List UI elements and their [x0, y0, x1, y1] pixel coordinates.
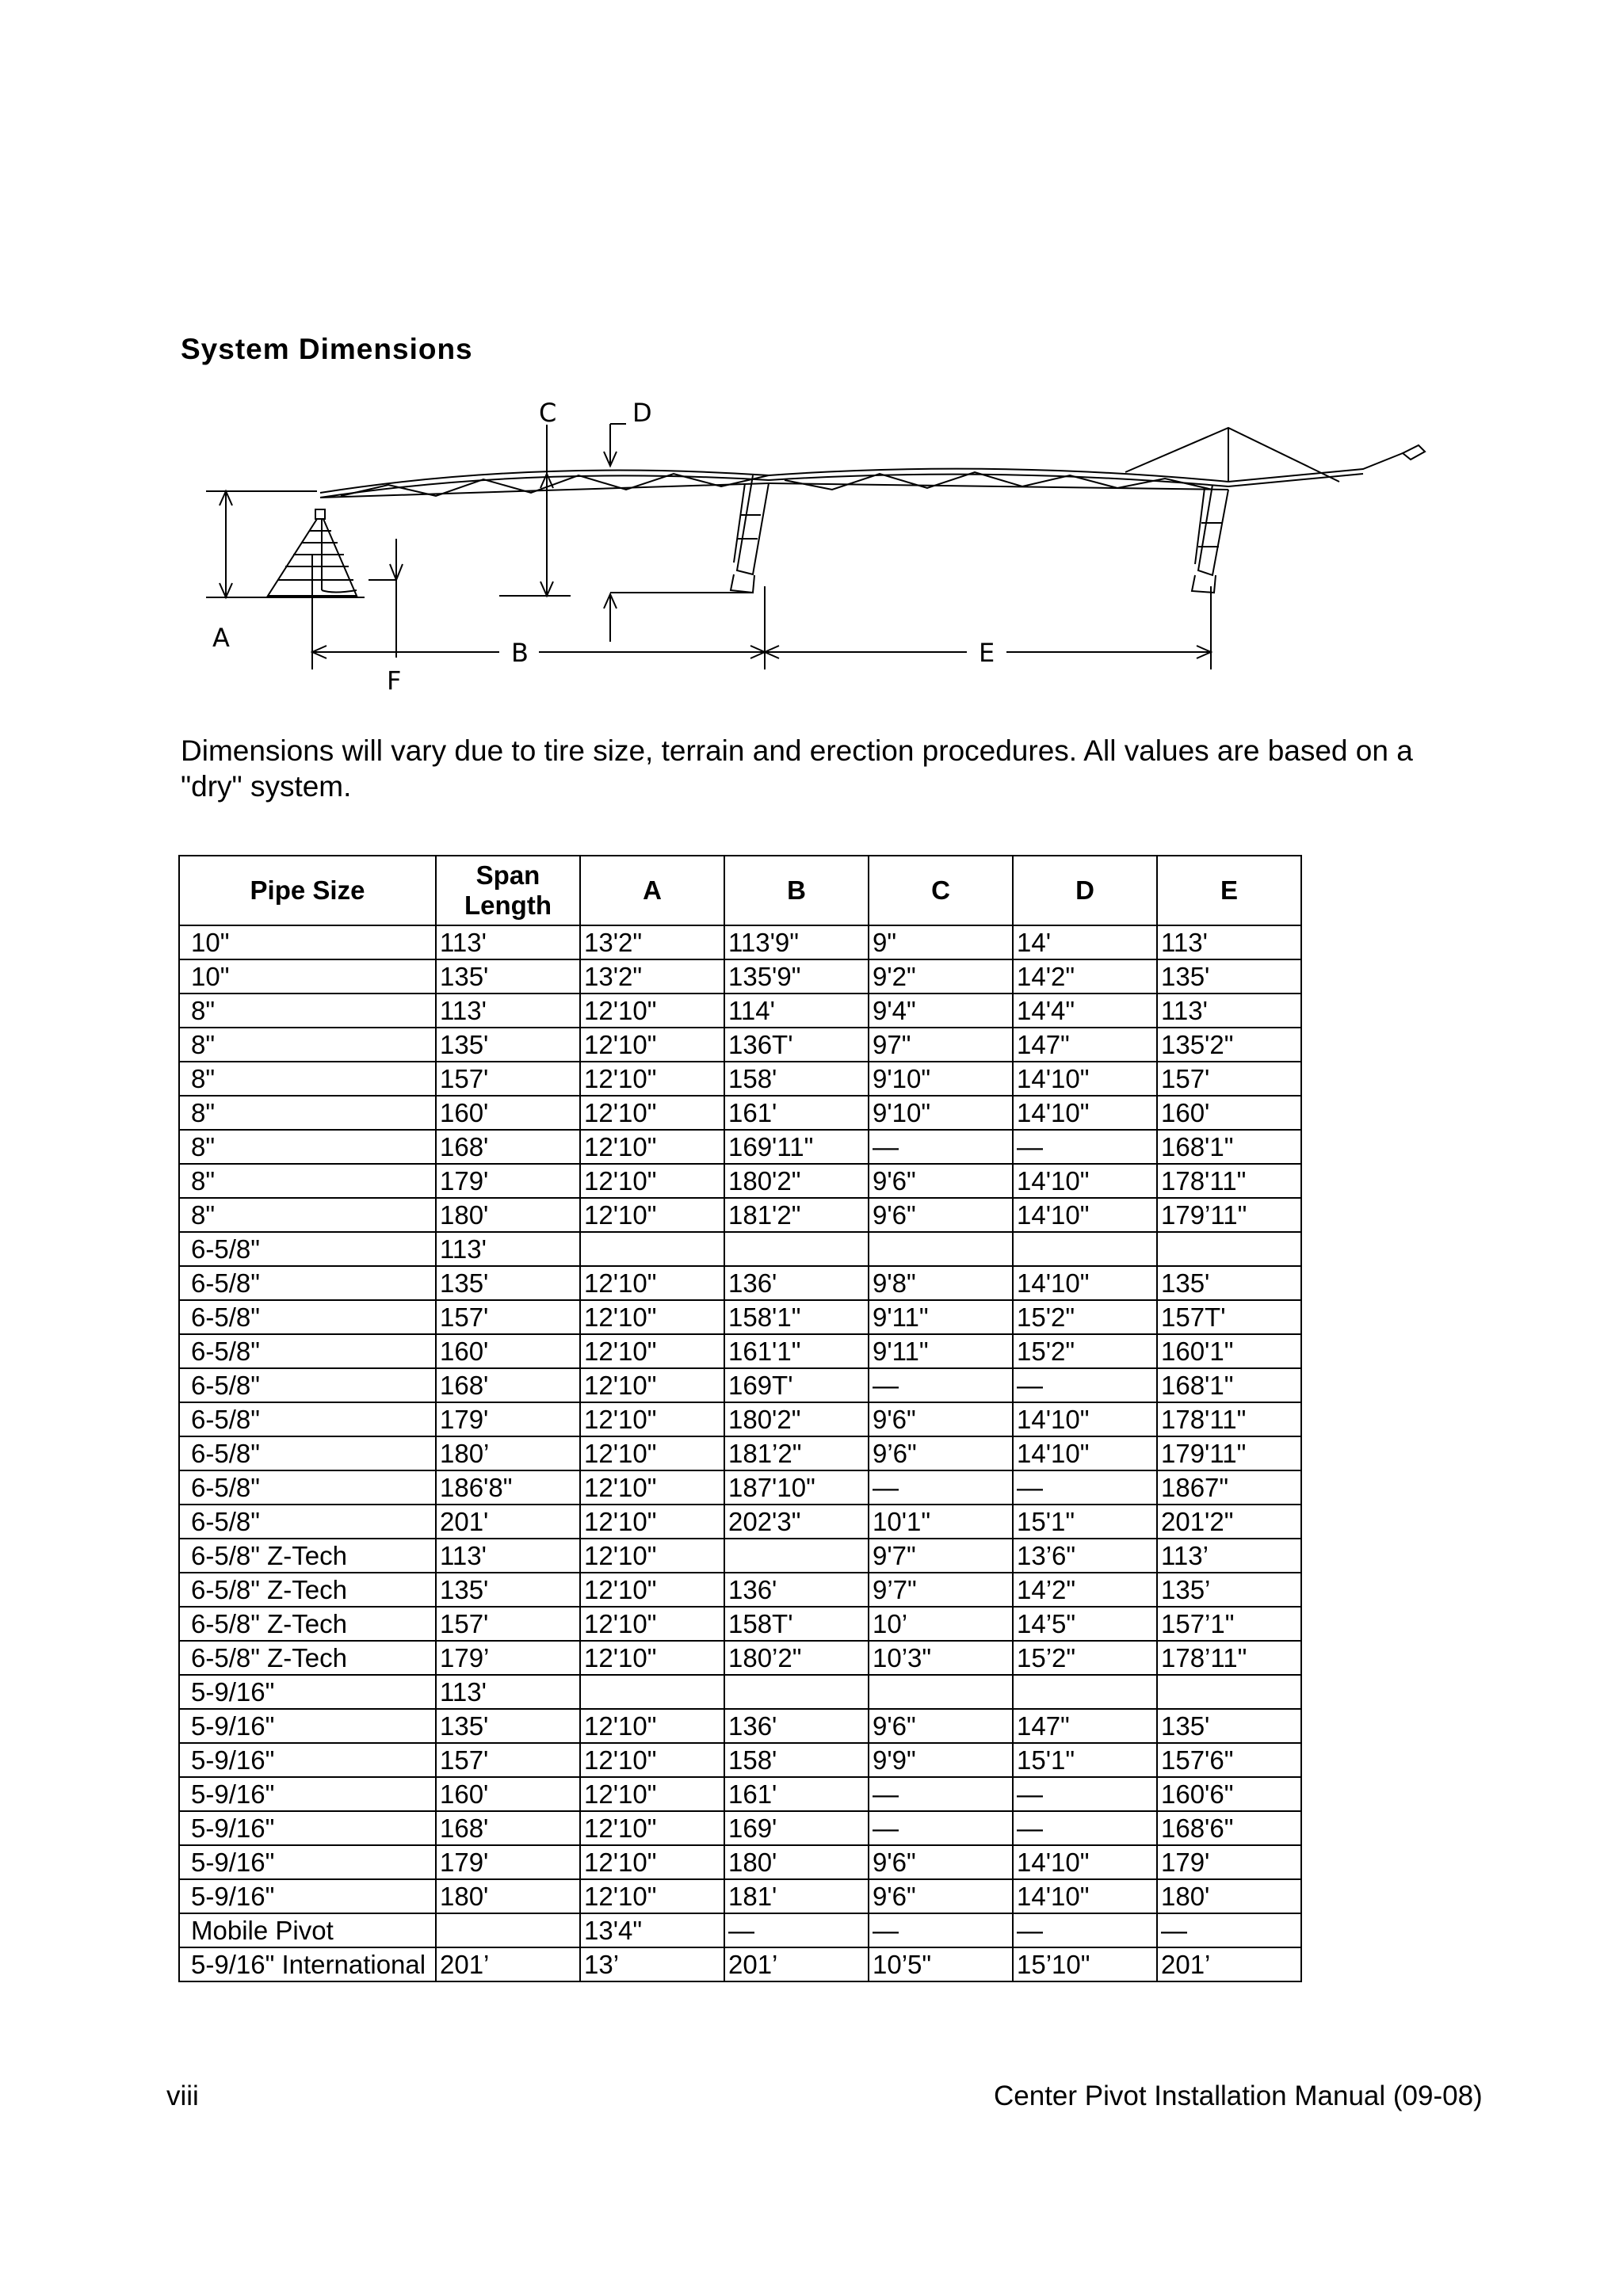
cell-a: 12'10": [580, 1368, 724, 1402]
table-row: [179, 1845, 1301, 1879]
cell-e: 113': [1157, 994, 1301, 1028]
cell-b: [724, 1675, 869, 1709]
cell-d: 15'1": [1013, 1505, 1157, 1539]
cell-a: 12'10": [580, 1879, 724, 1913]
cell-b: 180': [724, 1845, 869, 1879]
cell-e: 178’11": [1157, 1641, 1301, 1675]
cell-b: 180’2": [724, 1641, 869, 1675]
label-e: E: [979, 638, 995, 668]
cell-c: 97": [869, 1028, 1013, 1062]
table-row: [179, 1573, 1301, 1607]
cell-pipe-size: 5-9/16" International: [179, 1947, 436, 1981]
cell-b: 114': [724, 994, 869, 1028]
cell-a: 12'10": [580, 1402, 724, 1436]
cell-c: —: [869, 1470, 1013, 1505]
table-row: [179, 1675, 1301, 1709]
cell-c: 10’: [869, 1607, 1013, 1641]
cell-e: 201’: [1157, 1947, 1301, 1981]
section-title: System Dimensions: [181, 333, 473, 365]
cell-a: 13'2": [580, 959, 724, 994]
table-row: [179, 1743, 1301, 1777]
header-pipe-size: Pipe Size: [179, 856, 436, 925]
pivot-tower-drawing: [268, 428, 1425, 596]
cell-pipe-size: 8": [179, 1062, 436, 1096]
cell-e: 135': [1157, 1709, 1301, 1743]
cell-b: 169T': [724, 1368, 869, 1402]
label-a: A: [212, 623, 230, 653]
cell-pipe-size: 8": [179, 1028, 436, 1062]
cell-span-length: 135': [436, 1573, 580, 1607]
cell-c: 9'9": [869, 1743, 1013, 1777]
cell-c: 10'1": [869, 1505, 1013, 1539]
cell-span-length: 180': [436, 1879, 580, 1913]
cell-b: 158': [724, 1062, 869, 1096]
cell-c: 10’5": [869, 1947, 1013, 1981]
table-row: [179, 1198, 1301, 1232]
dimension-lines: [206, 424, 1211, 669]
cell-a: 12'10": [580, 1845, 724, 1879]
cell-d: 14'10": [1013, 1402, 1157, 1436]
cell-span-length: 168': [436, 1368, 580, 1402]
table-row: [179, 1096, 1301, 1130]
cell-pipe-size: 6-5/8" Z-Tech: [179, 1607, 436, 1641]
cell-a: 12'10": [580, 1573, 724, 1607]
cell-span-length: 113': [436, 925, 580, 959]
table-row: [179, 1402, 1301, 1436]
cell-d: 14'10": [1013, 1436, 1157, 1470]
cell-b: 135'9": [724, 959, 869, 994]
cell-pipe-size: 8": [179, 1164, 436, 1198]
table-row: [179, 1300, 1301, 1334]
table-body: [179, 925, 1301, 1981]
cell-b: —: [724, 1913, 869, 1947]
cell-e: 135': [1157, 959, 1301, 994]
cell-span-length: 168': [436, 1130, 580, 1164]
cell-a: 13'4": [580, 1913, 724, 1947]
cell-b: 136T': [724, 1028, 869, 1062]
cell-d: 15'2": [1013, 1334, 1157, 1368]
cell-c: 9'4": [869, 994, 1013, 1028]
table-row: [179, 1130, 1301, 1164]
cell-b: 113'9": [724, 925, 869, 959]
cell-pipe-size: 8": [179, 1096, 436, 1130]
manual-title: Center Pivot Installation Manual (09-08): [994, 2081, 1483, 2111]
cell-d: 14': [1013, 925, 1157, 959]
cell-a: 12'10": [580, 1096, 724, 1130]
cell-c: —: [869, 1811, 1013, 1845]
cell-span-length: 157': [436, 1743, 580, 1777]
cell-d: —: [1013, 1470, 1157, 1505]
cell-b: 136': [724, 1266, 869, 1300]
cell-pipe-size: 5-9/16": [179, 1675, 436, 1709]
cell-span-length: 113': [436, 1232, 580, 1266]
cell-e: 160'6": [1157, 1777, 1301, 1811]
cell-pipe-size: 6-5/8": [179, 1436, 436, 1470]
cell-a: 12'10": [580, 1130, 724, 1164]
cell-e: 178'11": [1157, 1164, 1301, 1198]
cell-a: 12'10": [580, 1300, 724, 1334]
cell-a: 12'10": [580, 1062, 724, 1096]
cell-span-length: 179': [436, 1845, 580, 1879]
cell-pipe-size: 10": [179, 959, 436, 994]
cell-b: 201’: [724, 1947, 869, 1981]
cell-pipe-size: 6-5/8": [179, 1334, 436, 1368]
cell-e: —: [1157, 1913, 1301, 1947]
cell-pipe-size: 5-9/16": [179, 1811, 436, 1845]
cell-d: [1013, 1232, 1157, 1266]
header-b: B: [724, 856, 869, 925]
header-span-length: Span Length: [436, 856, 580, 925]
cell-e: 113': [1157, 925, 1301, 959]
cell-pipe-size: 6-5/8": [179, 1505, 436, 1539]
cell-span-length: [436, 1913, 580, 1947]
cell-a: 13'2": [580, 925, 724, 959]
cell-e: [1157, 1232, 1301, 1266]
cell-c: —: [869, 1368, 1013, 1402]
table-row: [179, 1607, 1301, 1641]
table-header-row: [179, 856, 1301, 925]
cell-pipe-size: 6-5/8" Z-Tech: [179, 1573, 436, 1607]
table-row: [179, 1470, 1301, 1505]
cell-b: 161': [724, 1096, 869, 1130]
cell-c: 9’7": [869, 1573, 1013, 1607]
cell-e: 113’: [1157, 1539, 1301, 1573]
cell-d: 14’5": [1013, 1607, 1157, 1641]
cell-d: 14'10": [1013, 1198, 1157, 1232]
cell-d: 15'1": [1013, 1743, 1157, 1777]
cell-e: 160': [1157, 1096, 1301, 1130]
table-row: [179, 1062, 1301, 1096]
table-row: [179, 1811, 1301, 1845]
cell-pipe-size: Mobile Pivot: [179, 1913, 436, 1947]
table-row: [179, 1436, 1301, 1470]
cell-e: 178'11": [1157, 1402, 1301, 1436]
cell-pipe-size: 5-9/16": [179, 1879, 436, 1913]
cell-pipe-size: 6-5/8": [179, 1368, 436, 1402]
label-b: B: [511, 638, 529, 668]
cell-e: 168'1": [1157, 1130, 1301, 1164]
table-row: [179, 1266, 1301, 1300]
cell-span-length: 168': [436, 1811, 580, 1845]
cell-pipe-size: 6-5/8": [179, 1402, 436, 1436]
label-f: F: [387, 666, 402, 696]
cell-d: —: [1013, 1368, 1157, 1402]
cell-a: 12'10": [580, 1811, 724, 1845]
cell-c: 9'8": [869, 1266, 1013, 1300]
cell-e: 135’: [1157, 1573, 1301, 1607]
cell-b: 180'2": [724, 1402, 869, 1436]
cell-a: 12'10": [580, 1607, 724, 1641]
cell-d: 14'10": [1013, 1062, 1157, 1096]
cell-span-length: 157': [436, 1607, 580, 1641]
cell-c: —: [869, 1130, 1013, 1164]
cell-a: 12'10": [580, 1334, 724, 1368]
cell-span-length: 157': [436, 1300, 580, 1334]
cell-e: 168'6": [1157, 1811, 1301, 1845]
cell-c: 9'6": [869, 1198, 1013, 1232]
cell-span-length: 180': [436, 1198, 580, 1232]
cell-span-length: 160': [436, 1777, 580, 1811]
table-row: [179, 1913, 1301, 1947]
cell-d: 14'10": [1013, 1096, 1157, 1130]
page-number: viii: [166, 2081, 199, 2111]
cell-b: 158': [724, 1743, 869, 1777]
cell-b: 136': [724, 1709, 869, 1743]
cell-span-length: 201': [436, 1505, 580, 1539]
cell-pipe-size: 6-5/8": [179, 1232, 436, 1266]
header-a: A: [580, 856, 724, 925]
table-row: [179, 1777, 1301, 1811]
cell-pipe-size: 6-5/8" Z-Tech: [179, 1539, 436, 1573]
cell-d: —: [1013, 1777, 1157, 1811]
cell-a: 12'10": [580, 1436, 724, 1470]
cell-pipe-size: 5-9/16": [179, 1709, 436, 1743]
cell-a: 12'10": [580, 994, 724, 1028]
table-row: [179, 1368, 1301, 1402]
cell-span-length: 135': [436, 1709, 580, 1743]
cell-e: 1867": [1157, 1470, 1301, 1505]
table-row: [179, 959, 1301, 994]
cell-span-length: 135': [436, 1028, 580, 1062]
cell-d: 15'2": [1013, 1300, 1157, 1334]
cell-b: [724, 1232, 869, 1266]
table-row: [179, 1232, 1301, 1266]
cell-e: 157'6": [1157, 1743, 1301, 1777]
cell-c: —: [869, 1913, 1013, 1947]
cell-pipe-size: 8": [179, 1198, 436, 1232]
cell-d: 13’6": [1013, 1539, 1157, 1573]
cell-c: [869, 1232, 1013, 1266]
cell-d: 147": [1013, 1709, 1157, 1743]
cell-span-length: 157': [436, 1062, 580, 1096]
cell-e: 179'11": [1157, 1436, 1301, 1470]
cell-a: 13’: [580, 1947, 724, 1981]
cell-c: 9'6": [869, 1845, 1013, 1879]
table-row: [179, 925, 1301, 959]
cell-b: 161': [724, 1777, 869, 1811]
cell-e: 180': [1157, 1879, 1301, 1913]
table-row: [179, 1334, 1301, 1368]
cell-span-length: 113': [436, 994, 580, 1028]
cell-b: 181': [724, 1879, 869, 1913]
cell-span-length: 113': [436, 1675, 580, 1709]
cell-e: 157T': [1157, 1300, 1301, 1334]
cell-a: 12'10": [580, 1641, 724, 1675]
cell-b: [724, 1539, 869, 1573]
table-row: [179, 1641, 1301, 1675]
cell-span-length: 186'8": [436, 1470, 580, 1505]
cell-c: 9'6": [869, 1164, 1013, 1198]
cell-e: 160'1": [1157, 1334, 1301, 1368]
cell-d: 15’10": [1013, 1947, 1157, 1981]
table-row: [179, 1539, 1301, 1573]
cell-c: 9'6": [869, 1709, 1013, 1743]
cell-e: 179': [1157, 1845, 1301, 1879]
cell-d: —: [1013, 1811, 1157, 1845]
cell-a: [580, 1232, 724, 1266]
cell-c: —: [869, 1777, 1013, 1811]
cell-b: 169': [724, 1811, 869, 1845]
label-d: D: [632, 398, 652, 428]
cell-e: 157’1": [1157, 1607, 1301, 1641]
dimensions-note: Dimensions will vary due to tire size, terrain and erection procedures. All values are based on a "dry" system.: [181, 734, 1413, 803]
cell-a: 12'10": [580, 1470, 724, 1505]
header-d: D: [1013, 856, 1157, 925]
cell-pipe-size: 6-5/8": [179, 1470, 436, 1505]
cell-span-length: 201’: [436, 1947, 580, 1981]
cell-c: 9'7": [869, 1539, 1013, 1573]
cell-b: 187'10": [724, 1470, 869, 1505]
cell-b: 202'3": [724, 1505, 869, 1539]
cell-b: 161'1": [724, 1334, 869, 1368]
cell-span-length: 113': [436, 1539, 580, 1573]
cell-b: 181’2": [724, 1436, 869, 1470]
cell-e: 179’11": [1157, 1198, 1301, 1232]
cell-a: [580, 1675, 724, 1709]
cell-b: 158T': [724, 1607, 869, 1641]
cell-e: 135': [1157, 1266, 1301, 1300]
cell-a: 12'10": [580, 1028, 724, 1062]
cell-d: 15’2": [1013, 1641, 1157, 1675]
cell-pipe-size: 5-9/16": [179, 1743, 436, 1777]
cell-pipe-size: 6-5/8": [179, 1300, 436, 1334]
cell-d: 147": [1013, 1028, 1157, 1062]
cell-span-length: 180’: [436, 1436, 580, 1470]
cell-pipe-size: 6-5/8" Z-Tech: [179, 1641, 436, 1675]
cell-pipe-size: 10": [179, 925, 436, 959]
cell-c: 9'6": [869, 1879, 1013, 1913]
cell-d: 14'10": [1013, 1845, 1157, 1879]
table-row: [179, 1028, 1301, 1062]
cell-d: 14'10": [1013, 1879, 1157, 1913]
cell-pipe-size: 8": [179, 994, 436, 1028]
cell-span-length: 135': [436, 1266, 580, 1300]
cell-e: 157': [1157, 1062, 1301, 1096]
cell-span-length: 160': [436, 1096, 580, 1130]
cell-span-length: 179': [436, 1402, 580, 1436]
cell-pipe-size: 5-9/16": [179, 1845, 436, 1879]
cell-d: 14'2": [1013, 959, 1157, 994]
cell-d: —: [1013, 1913, 1157, 1947]
cell-b: 169'11": [724, 1130, 869, 1164]
cell-a: 12'10": [580, 1266, 724, 1300]
cell-e: 168'1": [1157, 1368, 1301, 1402]
cell-e: 135'2": [1157, 1028, 1301, 1062]
cell-d: 14’2": [1013, 1573, 1157, 1607]
cell-a: 12'10": [580, 1743, 724, 1777]
table-row: [179, 994, 1301, 1028]
table-row: [179, 1879, 1301, 1913]
pivot-dimension-diagram: [198, 396, 1442, 713]
cell-pipe-size: 5-9/16": [179, 1777, 436, 1811]
cell-b: 158'1": [724, 1300, 869, 1334]
cell-c: 9'6": [869, 1402, 1013, 1436]
cell-c: 9'11": [869, 1300, 1013, 1334]
cell-a: 12'10": [580, 1198, 724, 1232]
label-c: C: [539, 398, 557, 428]
cell-c: 9’6": [869, 1436, 1013, 1470]
cell-span-length: 135': [436, 959, 580, 994]
cell-a: 12'10": [580, 1777, 724, 1811]
cell-a: 12'10": [580, 1539, 724, 1573]
cell-d: —: [1013, 1130, 1157, 1164]
cell-a: 12'10": [580, 1709, 724, 1743]
system-dimensions-table: [178, 855, 1302, 1982]
table-row: [179, 1505, 1301, 1539]
cell-span-length: 179': [436, 1164, 580, 1198]
cell-a: 12'10": [580, 1164, 724, 1198]
cell-pipe-size: 6-5/8": [179, 1266, 436, 1300]
table-row: [179, 1164, 1301, 1198]
cell-c: [869, 1675, 1013, 1709]
cell-c: 9'11": [869, 1334, 1013, 1368]
cell-span-length: 160': [436, 1334, 580, 1368]
cell-b: 180'2": [724, 1164, 869, 1198]
cell-b: 136': [724, 1573, 869, 1607]
cell-d: 14'10": [1013, 1266, 1157, 1300]
cell-e: 201'2": [1157, 1505, 1301, 1539]
cell-pipe-size: 8": [179, 1130, 436, 1164]
cell-c: 10’3": [869, 1641, 1013, 1675]
cell-d: 14'4": [1013, 994, 1157, 1028]
header-e: E: [1157, 856, 1301, 925]
table-row: [179, 1709, 1301, 1743]
cell-a: 12'10": [580, 1505, 724, 1539]
table-row: [179, 1947, 1301, 1981]
cell-c: 9'10": [869, 1096, 1013, 1130]
header-c: C: [869, 856, 1013, 925]
cell-c: 9'10": [869, 1062, 1013, 1096]
cell-b: 181'2": [724, 1198, 869, 1232]
cell-span-length: 179’: [436, 1641, 580, 1675]
cell-c: 9'2": [869, 959, 1013, 994]
cell-d: [1013, 1675, 1157, 1709]
cell-c: 9": [869, 925, 1013, 959]
cell-d: 14'10": [1013, 1164, 1157, 1198]
cell-e: [1157, 1675, 1301, 1709]
